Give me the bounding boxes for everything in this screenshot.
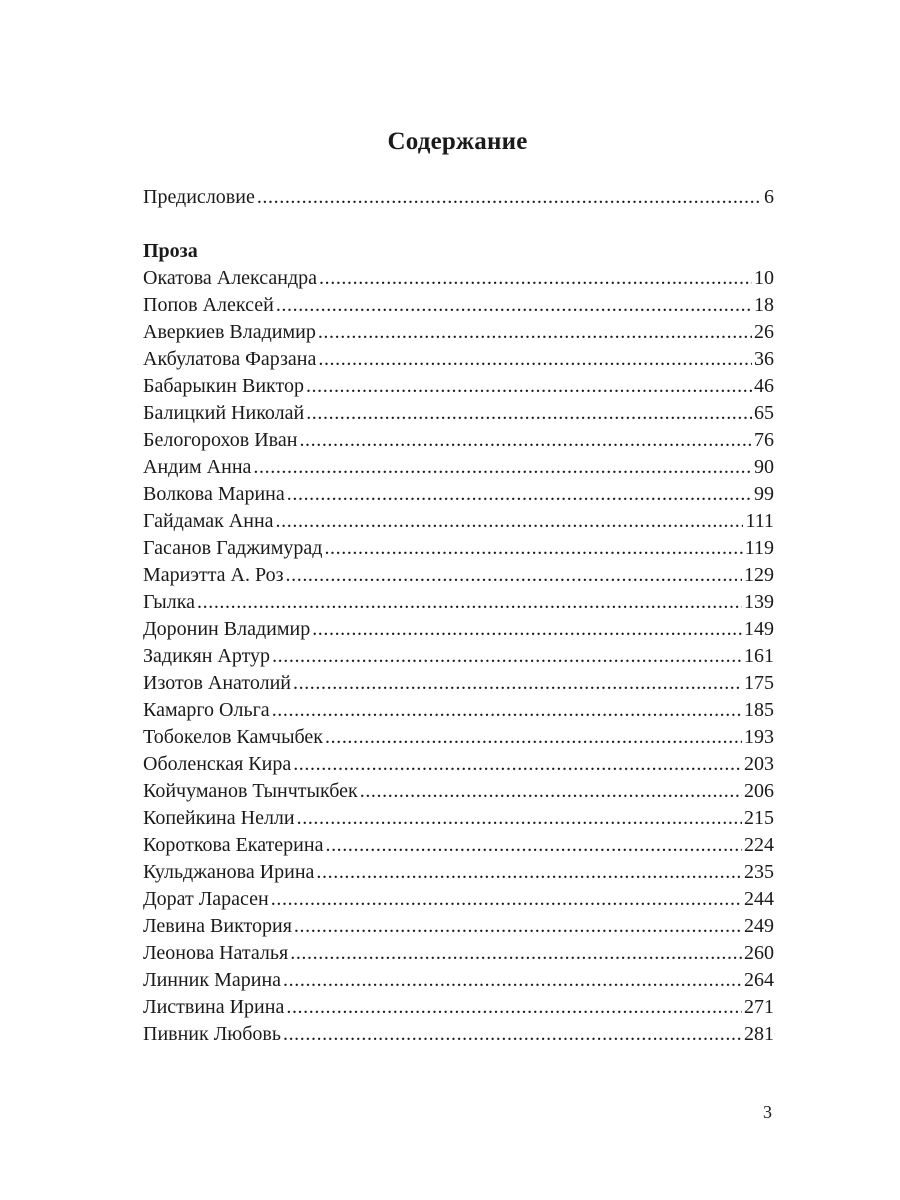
toc-dot-leader [272,643,742,670]
toc-entry-page: 193 [744,726,774,748]
toc-dot-leader [286,994,742,1021]
toc-entry-page: 260 [744,942,774,964]
toc-entry [143,643,774,670]
toc-entry [143,778,774,805]
toc-dot-leader [360,778,742,805]
toc-entry [143,913,774,940]
toc-entry-page: 46 [754,375,774,397]
toc-dot-leader [297,805,742,832]
page-number: 3 [763,1102,772,1122]
toc-entry-name: Кульджанова Ирина [143,861,315,883]
toc-entry-name: Предисловие [143,186,255,208]
toc-entry-name: Листвина Ирина [143,996,285,1018]
toc-dot-leader [286,562,742,589]
toc-entry [143,535,774,562]
toc-entry-name: Гылка [143,591,196,613]
toc-entry-name: Бабарыкин Виктор [143,375,304,397]
toc-entry [143,265,774,292]
toc-entry-name: Гайдамак Анна [143,510,274,532]
toc-entry-page: 161 [744,645,774,667]
toc-entry-name: Оболенская Кира [143,753,292,775]
toc-dot-leader [306,373,752,400]
toc-dot-leader [287,481,752,508]
toc-entry-page: 139 [744,591,774,613]
toc-dot-leader [276,292,752,319]
toc-dot-leader [276,508,744,535]
toc-entry [143,832,774,859]
toc-entry-page: 119 [744,537,774,559]
toc-entry-page: 185 [744,699,774,721]
toc-entry [143,481,774,508]
toc-dot-leader [325,832,742,859]
toc-entry-name: Балицкий Николай [143,402,305,424]
toc-entry-page: 36 [754,348,774,370]
toc-entry-name: Попов Алексей [143,294,274,316]
toc-entry-page: 26 [754,321,774,343]
toc-entry [143,805,774,832]
toc-entry-page: 249 [744,915,774,937]
toc-entry-name: Тобокелов Камчыбек [143,726,324,748]
toc-entry-page: 10 [754,267,774,289]
toc-entry-name: Копейкина Нелли [143,807,295,829]
toc-entry-page: 76 [754,429,774,451]
toc-entry [143,967,774,994]
toc-dot-leader [324,535,742,562]
toc-entry-page: 206 [744,780,774,802]
toc-entry-name: Койчуманов Тынчтыкбек [143,780,358,802]
toc-entry-name: Гасанов Гаджимурад [143,537,323,559]
toc-entry-page: 215 [744,807,774,829]
toc-entry-page: 99 [754,483,774,505]
toc-entry-name: Пивник Любовь [143,1023,281,1045]
toc-entry [143,346,774,373]
toc-dot-leader [293,670,742,697]
toc-entry-name: Камарго Ольга [143,699,270,721]
toc-dot-leader [325,724,742,751]
toc-dot-leader [253,454,752,481]
toc-entry-name: Окатова Александра [143,267,318,289]
toc-dot-leader [294,913,742,940]
toc-entry-page: 90 [754,456,774,478]
toc-entry-page: 235 [744,861,774,883]
toc-dot-leader [290,940,742,967]
toc-entry [143,724,774,751]
toc-entry-page: 111 [745,510,774,532]
toc-entry-page: 149 [744,618,774,640]
page-title: Содержание [387,128,528,155]
toc-dot-leader [283,1021,742,1048]
toc-entry-page: 175 [744,672,774,694]
toc-entry [143,697,774,724]
toc-entry [143,292,774,319]
toc-entry [143,589,774,616]
toc-entry-name: Левина Виктория [143,915,292,937]
toc-entry-page: 18 [754,294,774,316]
toc-entry-page: 264 [744,969,774,991]
section-heading: Проза [143,240,198,262]
toc-entry-name: Аверкиев Владимир [143,321,316,343]
toc-dot-leader [318,319,752,346]
toc-dot-leader [293,751,742,778]
toc-dot-leader [272,697,742,724]
toc-entry [143,373,774,400]
toc-entry [143,940,774,967]
toc-entry [143,400,774,427]
toc-entry-name: Волкова Марина [143,483,285,505]
toc-dot-leader [318,346,752,373]
toc-entry-preface [143,184,774,211]
toc-dot-leader [312,616,742,643]
toc-entry [143,859,774,886]
toc-entry [143,994,774,1021]
toc-entries-list [143,265,774,1048]
toc-entry [143,670,774,697]
toc-dot-leader [319,265,752,292]
toc-entry-name: Изотов Анатолий [143,672,291,694]
toc-dot-leader [257,184,762,211]
toc-entry [143,508,774,535]
toc-entry-name: Дорат Ларасен [143,888,269,910]
toc-dot-leader [299,427,752,454]
toc-entry-page: 224 [744,834,774,856]
toc-entry [143,751,774,778]
toc-entry-name: Мариэтта А. Роз [143,564,284,586]
toc-entry-name: Леонова Наталья [143,942,289,964]
toc-entry-page: 6 [764,186,774,208]
toc-entry-name: Андим Анна [143,456,252,478]
toc-entry-page: 281 [744,1023,774,1045]
toc-dot-leader [197,589,742,616]
toc-entry [143,562,774,589]
toc-entry [143,1021,774,1048]
toc-entry-name: Задикян Артур [143,645,271,667]
toc-entry-page: 129 [744,564,774,586]
toc-entry [143,616,774,643]
toc-entry-page: 203 [744,753,774,775]
toc-entry-name: Акбулатова Фарзана [143,348,317,370]
toc-intro [143,184,774,211]
toc-entry-page: 244 [744,888,774,910]
toc-entry [143,427,774,454]
toc-dot-leader [306,400,752,427]
toc-entry-name: Короткова Екатерина [143,834,324,856]
toc-entry-name: Линник Марина [143,969,282,991]
toc-dot-leader [271,886,742,913]
toc-dot-leader [283,967,742,994]
toc-entry-name: Доронин Владимир [143,618,311,640]
toc-entry [143,319,774,346]
toc-dot-leader [316,859,742,886]
toc-entry-page: 65 [754,402,774,424]
toc-entry [143,454,774,481]
toc-entry [143,886,774,913]
toc-entry-page: 271 [744,996,774,1018]
toc-entry-name: Белогорохов Иван [143,429,298,451]
toc-section-prose [143,238,774,1048]
